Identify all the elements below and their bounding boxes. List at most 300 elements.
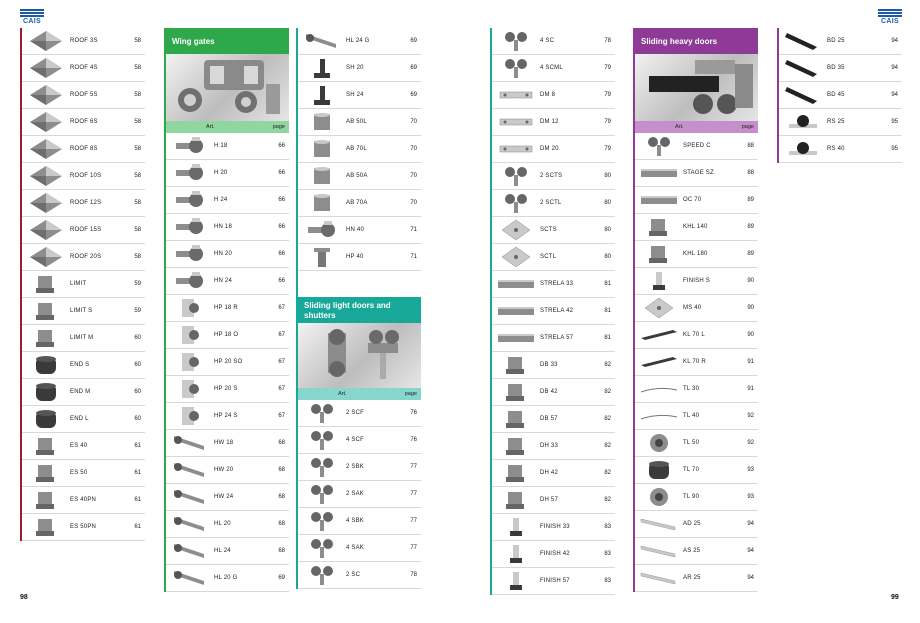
article-page: 76 [410,437,417,443]
article-page: 88 [747,143,754,149]
article-page: 70 [410,173,417,179]
article-code: ROOF 5S [70,92,98,98]
article-code: STAGE SZ [683,170,714,176]
axle-bush-icon [302,192,342,214]
product-column-3 [296,28,421,589]
article-code: KHL 140 [683,224,708,230]
product-row [22,298,145,325]
end-cap-icon [496,570,536,592]
product-row [166,484,289,511]
article-code: ES 40 [70,443,88,449]
article-code: H 24 [214,197,228,203]
rail-icon [639,162,679,184]
article-code: 2 SAK [346,491,365,497]
article-code: TL 30 [683,386,700,392]
product-row [298,400,421,427]
article-page: 60 [134,389,141,395]
article-page: 77 [410,464,417,470]
logo-stripes-icon [878,9,902,18]
article-page: 76 [410,410,417,416]
article-page: 71 [410,227,417,233]
weld-hinge-icon [170,486,210,508]
roof-cap-icon [26,219,66,241]
weld-hinge-icon [170,513,210,535]
article-page: 69 [410,92,417,98]
hinge-icon [170,162,210,184]
trolley-icon [496,57,536,79]
article-code: HN 18 [214,224,233,230]
article-code: HL 20 [214,521,231,527]
product-row [22,28,145,55]
article-code: BD 45 [827,92,845,98]
product-row [298,109,421,136]
profile-icon [639,540,679,562]
hinge-icon [170,189,210,211]
col-header-page: page [741,124,754,130]
article-page: 89 [747,197,754,203]
article-page: 67 [278,413,285,419]
product-row [779,136,902,163]
article-page: 82 [604,362,611,368]
product-row [298,163,421,190]
product-row [635,511,758,538]
article-code: FINISH 42 [540,551,570,557]
article-page: 93 [747,494,754,500]
article-code: DB 42 [540,389,558,395]
article-code: HP 18 R [214,305,238,311]
article-page: 88 [747,170,754,176]
trolley-icon [302,537,342,559]
column-header-band [635,121,758,133]
trolley-icon [302,456,342,478]
page-number-left: 98 [20,594,28,601]
trolley-icon [496,30,536,52]
trolley-photo-icon [298,323,421,388]
article-page: 94 [891,38,898,44]
section-header-wing-gates: Wing gates [166,28,289,54]
article-code: FINISH S [683,278,710,284]
product-row [635,457,758,484]
product-row [635,268,758,295]
column-header-band [166,121,289,133]
article-code: 4 SC [540,38,555,44]
trolley-icon [496,165,536,187]
product-row [166,133,289,160]
product-row [166,538,289,565]
plate-icon [639,297,679,319]
article-code: ES 40PN [70,497,97,503]
product-row [298,535,421,562]
bracket-icon [26,300,66,322]
article-code: HP 20 S [214,386,238,392]
product-row [22,109,145,136]
article-code: ROOF 10S [70,173,102,179]
article-code: SCTL [540,254,557,260]
product-row [22,433,145,460]
profile-icon [639,567,679,589]
article-page: 90 [747,332,754,338]
product-row [492,541,615,568]
rail-icon [496,273,536,295]
article-code: HP 20 SO [214,359,243,365]
product-row [635,160,758,187]
product-row [492,217,615,244]
article-code: AR 25 [683,575,701,581]
product-row [492,433,615,460]
hinge-icon [170,243,210,265]
product-row [22,406,145,433]
article-code: 4 SBK [346,518,365,524]
article-page: 81 [604,308,611,314]
product-row [492,406,615,433]
article-page: 61 [134,497,141,503]
article-code: HP 24 S [214,413,238,419]
article-code: HP 40 [346,254,364,260]
article-page: 94 [747,548,754,554]
spacer [298,271,421,297]
article-page: 89 [747,251,754,257]
article-code: SH 20 [346,65,364,71]
sliding-heavy-photo [635,54,758,121]
article-page: 60 [134,335,141,341]
product-row [298,562,421,589]
stopper-icon [639,459,679,481]
article-code: TL 40 [683,413,700,419]
bracket-icon [639,216,679,238]
sliding-light-list [298,400,421,589]
wing-gates-list-continued [298,28,421,271]
bracket-icon [639,243,679,265]
article-code: ROOF 4S [70,65,98,71]
article-page: 67 [278,305,285,311]
product-row [298,28,421,55]
roof-cap-icon [26,111,66,133]
product-row [166,268,289,295]
product-row [492,487,615,514]
article-code: DH 42 [540,470,559,476]
roof-cap-icon [26,57,66,79]
article-code: MS 40 [683,305,702,311]
bracket-icon [496,462,536,484]
product-row [22,163,145,190]
article-code: TL 50 [683,440,700,446]
article-code: BD 35 [827,65,845,71]
col-header-page: page [404,391,417,397]
article-page: 58 [134,38,141,44]
product-row [166,322,289,349]
article-page: 66 [278,224,285,230]
article-code: HW 24 [214,494,234,500]
article-page: 58 [134,146,141,152]
product-row [166,187,289,214]
product-row [492,244,615,271]
product-row [779,28,902,55]
article-code: LIMIT [70,281,87,287]
product-row [492,82,615,109]
product-row [22,217,145,244]
article-page: 93 [747,467,754,473]
article-code: HP 18 O [214,332,239,338]
article-code: KHL 180 [683,251,708,257]
plate-hinge-icon [170,378,210,400]
article-page: 94 [891,65,898,71]
article-page: 68 [278,494,285,500]
plate-icon [496,219,536,241]
guide-wire-icon [639,378,679,400]
article-code: SPEED C [683,143,711,149]
cais-logo-right [878,9,902,25]
bracket-icon [496,435,536,457]
mounting-plate-icon [496,138,536,160]
sliding-light-photo [298,323,421,388]
bracket-icon [26,516,66,538]
section-header-sliding-light: Sliding light doors and shutters [298,297,421,323]
article-page: 61 [134,470,141,476]
brush-icon [783,57,823,79]
plate-icon [496,246,536,268]
hinge-photo-icon [166,54,289,121]
product-row [492,352,615,379]
product-column-1 [20,28,145,541]
article-code: HN 40 [346,227,365,233]
wing-gates-list [166,133,289,592]
col-header-page: page [272,124,285,130]
product-row [492,55,615,82]
article-page: 68 [278,440,285,446]
product-row [298,217,421,244]
article-code: AB 50L [346,119,367,125]
product-row [779,55,902,82]
product-row [298,508,421,535]
article-code: TL 90 [683,494,700,500]
product-row [635,295,758,322]
product-row [298,481,421,508]
product-row [166,376,289,403]
product-row [166,457,289,484]
product-row [779,82,902,109]
end-cap-icon [496,543,536,565]
article-code: AS 25 [683,548,701,554]
latch-icon [639,324,679,346]
article-code: 4 SAK [346,545,365,551]
article-page: 60 [134,362,141,368]
article-code: AB 50A [346,173,368,179]
page-number-right: 99 [891,594,899,601]
hinge-icon [302,219,342,241]
product-row [492,568,615,595]
article-page: 70 [410,119,417,125]
product-row [635,241,758,268]
product-row [166,511,289,538]
end-cap-icon [496,516,536,538]
product-row [492,460,615,487]
product-column-6 [777,28,902,163]
rail-icon [496,300,536,322]
product-row [298,82,421,109]
bracket-icon [26,462,66,484]
product-row [492,28,615,55]
article-code: HN 24 [214,278,233,284]
product-row [22,55,145,82]
trolley-icon [496,192,536,214]
article-code: LIMIT S [70,308,93,314]
bracket-icon [496,354,536,376]
product-row [492,298,615,325]
product-row [635,565,758,592]
article-page: 59 [134,308,141,314]
axle-bush-icon [302,165,342,187]
roller-icon [783,111,823,133]
article-code: 2 SCF [346,410,365,416]
article-page: 82 [604,497,611,503]
weld-hinge-icon [170,459,210,481]
product-row [298,427,421,454]
weld-hinge-icon [302,30,342,52]
article-code: 2 SBK [346,464,365,470]
stopper-icon [26,381,66,403]
article-code: DM 8 [540,92,556,98]
article-page: 80 [604,227,611,233]
product-row [492,514,615,541]
article-code: BD 25 [827,38,845,44]
article-code: ROOF 6S [70,119,98,125]
product-row [22,487,145,514]
article-page: 77 [410,518,417,524]
product-row [166,349,289,376]
article-page: 80 [604,173,611,179]
article-page: 80 [604,254,611,260]
article-code: HW 18 [214,440,234,446]
logo-stripes-icon [20,9,44,18]
article-code: 2 SCTS [540,173,563,179]
product-row [166,214,289,241]
article-code: ROOF 8S [70,146,98,152]
article-page: 69 [410,38,417,44]
article-code: AD 25 [683,521,701,527]
col-header-art: Art. [338,391,347,397]
wing-gates-photo [166,54,289,121]
bracket-icon [26,435,66,457]
article-code: FINISH 57 [540,578,570,584]
trolley-icon [302,402,342,424]
article-page: 61 [134,443,141,449]
hinge-icon [170,270,210,292]
mounting-plate-icon [496,84,536,106]
roof-cap-icon [26,84,66,106]
article-page: 82 [604,470,611,476]
plate-hinge-icon [170,297,210,319]
product-row [635,214,758,241]
stopper-icon [26,408,66,430]
article-code: DB 57 [540,416,558,422]
article-code: ROOF 3S [70,38,98,44]
article-code: DM 20 [540,146,559,152]
article-page: 69 [278,575,285,581]
trolley-icon [302,429,342,451]
trolley-icon [302,510,342,532]
article-page: 66 [278,143,285,149]
article-code: 2 SC [346,572,361,578]
article-page: 94 [747,521,754,527]
article-code: H 20 [214,170,228,176]
plate-hinge-icon [170,405,210,427]
product-row [166,160,289,187]
article-code: ROOF 15S [70,227,102,233]
article-code: ES 50PN [70,524,97,530]
article-page: 94 [747,575,754,581]
article-code: SCTS [540,227,557,233]
guide-wire-icon [639,405,679,427]
article-page: 78 [410,572,417,578]
article-page: 58 [134,227,141,233]
latch-icon [639,351,679,373]
article-page: 79 [604,119,611,125]
product-row [635,430,758,457]
mounting-plate-icon [496,111,536,133]
guide-roller-icon [639,486,679,508]
roof-cap-icon [26,165,66,187]
plate-hinge-icon [170,324,210,346]
product-column-5 [633,28,758,592]
product-row [166,430,289,457]
article-page: 90 [747,278,754,284]
product-row [166,241,289,268]
article-code: DH 33 [540,443,559,449]
article-page: 58 [134,200,141,206]
article-page: 58 [134,254,141,260]
product-row [635,349,758,376]
article-page: 82 [604,416,611,422]
article-code: END L [70,416,89,422]
product-row [635,133,758,160]
product-row [779,109,902,136]
article-code: LIMIT M [70,335,94,341]
hinge-icon [170,216,210,238]
article-code: HL 24 [214,548,231,554]
article-page: 61 [134,524,141,530]
article-code: HN 20 [214,251,233,257]
article-page: 83 [604,524,611,530]
article-page: 70 [410,200,417,206]
product-row [635,538,758,565]
article-code: END M [70,389,91,395]
article-page: 66 [278,251,285,257]
profile-icon [639,513,679,535]
article-page: 89 [747,224,754,230]
product-row [635,376,758,403]
product-row [22,190,145,217]
article-page: 58 [134,65,141,71]
article-code: 2 SCTL [540,200,562,206]
article-code: FINISH 33 [540,524,570,530]
product-row [22,352,145,379]
bracket-icon [496,381,536,403]
product-row [22,460,145,487]
article-page: 78 [604,38,611,44]
product-row [635,484,758,511]
article-code: ES 50 [70,470,88,476]
product-row [298,136,421,163]
hinge-icon [170,135,210,157]
section-header-sliding-heavy: Sliding heavy doors [635,28,758,54]
article-code: AB 70A [346,200,368,206]
article-code: SH 24 [346,92,364,98]
product-row [22,244,145,271]
article-page: 82 [604,443,611,449]
article-page: 59 [134,281,141,287]
article-page: 70 [410,146,417,152]
article-page: 58 [134,173,141,179]
